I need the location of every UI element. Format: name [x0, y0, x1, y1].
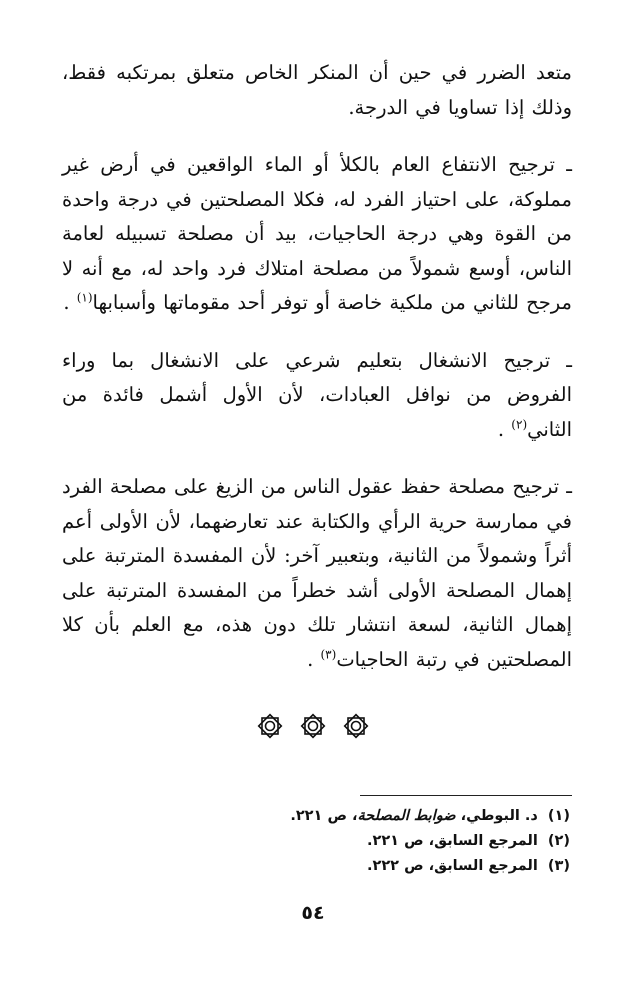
footnote-text-end: ، ص ٢٢١.: [290, 808, 358, 824]
section-ornaments: [0, 712, 626, 744]
paragraph-3-text: ـ ترجيح الانشغال بتعليم شرعي على الانشغال بما وراء الفروض من نوافل العبادات، لأن الأول أشمل فائدة من الثاني: [62, 348, 572, 441]
eight-point-star-ornament-icon: [256, 712, 284, 744]
paragraph-3-period: .: [497, 417, 505, 441]
footnote-text: المرجع السابق، ص ٢٢١.: [366, 833, 538, 849]
footnote-ref-2[interactable]: (٢): [511, 417, 528, 431]
footnote-number: (٢): [547, 833, 570, 849]
footnote-ref-3[interactable]: (٣): [320, 647, 337, 661]
eight-point-star-ornament-icon: [342, 712, 370, 744]
paragraph-2-period: .: [63, 291, 70, 314]
footnote-number: (٣): [547, 858, 570, 874]
footnotes: [110, 804, 570, 879]
paragraph-1: [62, 56, 572, 125]
paragraph-2-text: ـ ترجيح الانتفاع العام بالكلأ أو الماء الواقعين في أرض غير مملوكة، على احتياز الفرد له، فكلا المصلحتين في درجة واحدة من القوة وهي درجة الحاجيات، بيد أن مصلحة تسبيله لعامة الناس، أوسع شمولاً من مصلحة امتلاك فرد واحد له، مع أنه لا مرجح للثاني من ملكية خاصة أو توفر أحد مقوماتها وأسبابها: [62, 153, 572, 314]
page-body: [62, 56, 572, 677]
paragraph-2: [62, 148, 572, 321]
paragraph-1-text: متعد الضرر في حين أن المنكر الخاص متعلق بمرتكبه فقط، وذلك إذا تساويا في الدرجة.: [62, 61, 572, 119]
page-number: ٥٤: [301, 902, 325, 924]
footnote-2: [110, 829, 570, 854]
paragraph-4-period: .: [307, 647, 314, 671]
footnote-1: [110, 804, 570, 829]
footnote-number: (١): [547, 808, 570, 824]
footnote-divider: [360, 795, 572, 796]
footnote-text: المرجع السابق، ص ٢٢٢.: [366, 858, 538, 874]
paragraph-4-text: ـ ترجيح مصلحة حفظ عقول الناس من الزيغ على مصلحة الفرد في ممارسة حرية الرأي والكتابة عند تعارضهما، لأن الأولى أعم أثراً وشمولاً من الثانية، وبتعبير آخر: لأن المفسدة المترتبة على إهمال المصلحة الأولى أشد خطراً من المفسدة المترتبة على إهمال الثانية، لسعة انتشار تلك دون هذه، مع العلم بأن كلا المصلحتين في رتبة الحاجيات: [62, 475, 572, 671]
footnote-text: د. البوطي،: [455, 808, 538, 824]
footnote-ref-1[interactable]: (١): [76, 290, 93, 305]
footnote-book-title: ضوابط المصلحة: [357, 808, 456, 824]
eight-point-star-ornament-icon: [299, 712, 327, 744]
paragraph-3: [62, 344, 572, 448]
paragraph-4: [62, 470, 572, 677]
footnote-3: [110, 854, 570, 879]
